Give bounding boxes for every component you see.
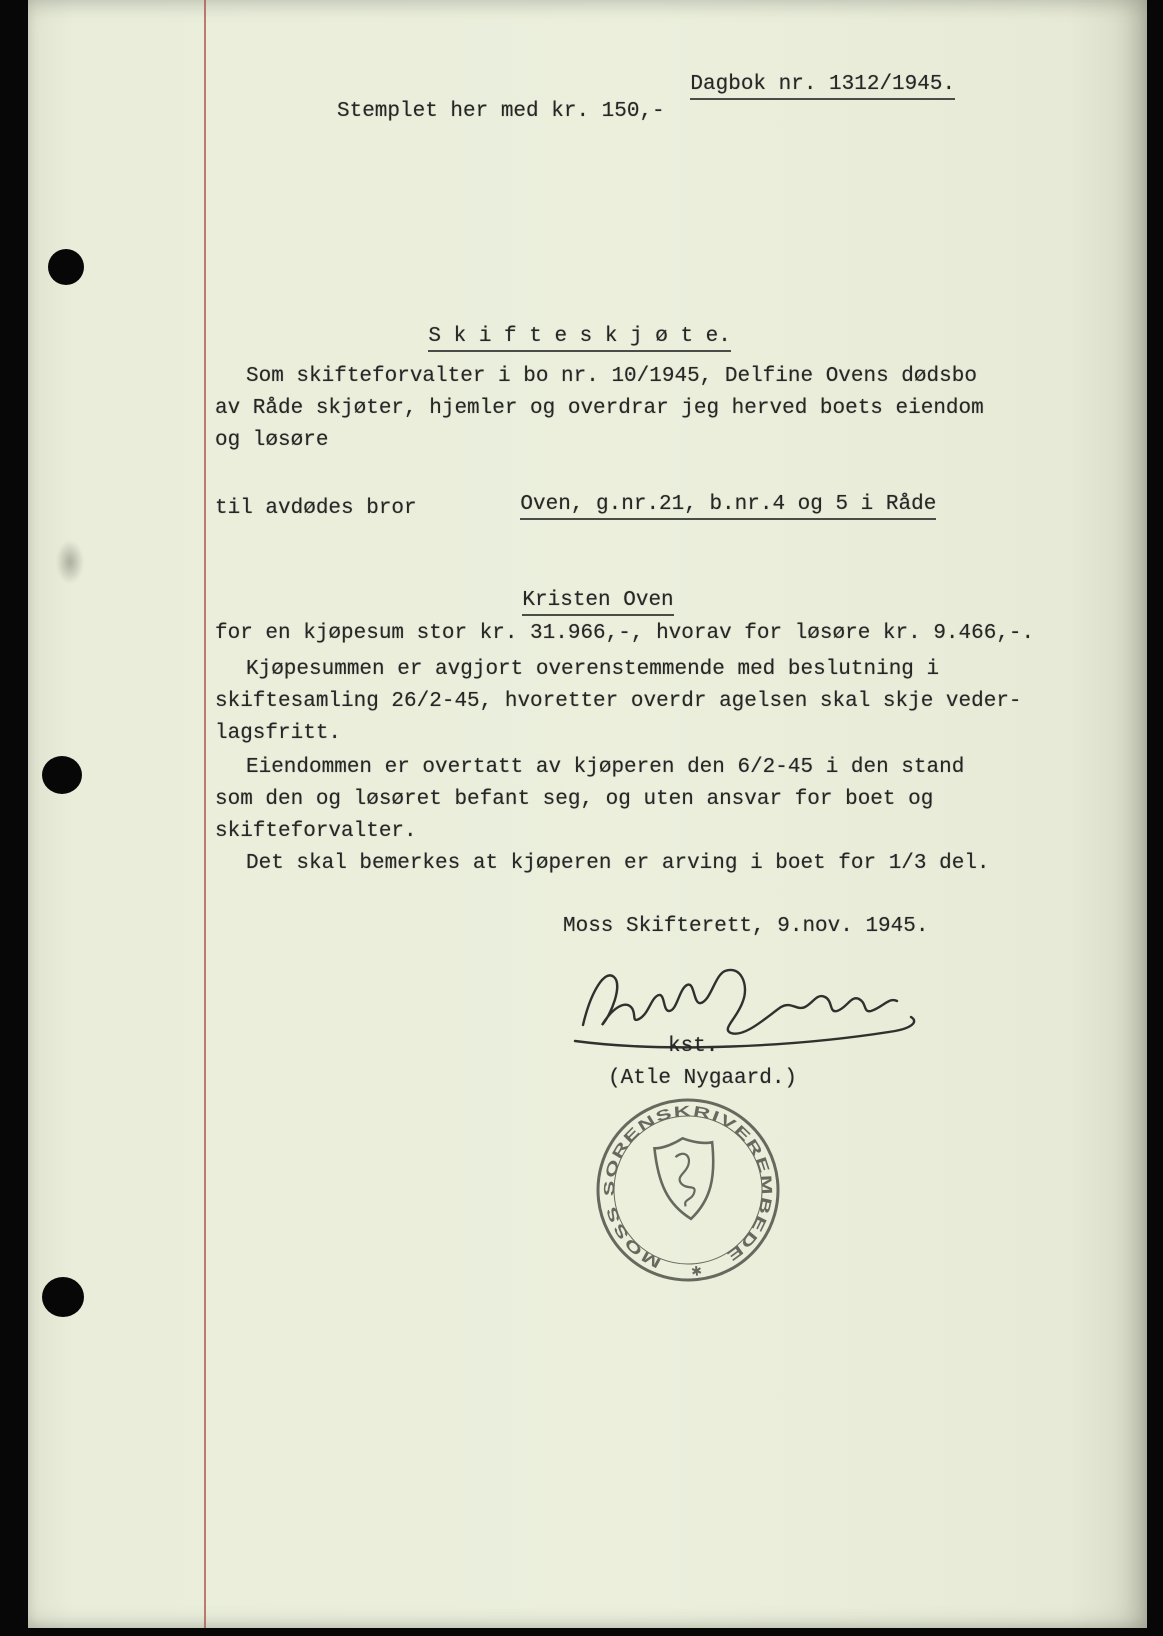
punch-hole	[48, 249, 84, 285]
intro-line: Som skifteforvalter i bo nr. 10/1945, Delfine Ovens dødsbo	[246, 365, 977, 388]
journal-number-text: Dagbok nr. 1312/1945.	[690, 73, 955, 100]
stamp-text: MOSS SORENSKRIVEREMBEDE	[601, 1103, 775, 1271]
punch-hole	[42, 1277, 84, 1317]
punch-hole	[42, 756, 82, 794]
journal-number	[640, 40, 955, 130]
stamp-star-icon: ✱	[690, 1263, 703, 1280]
intro-line: av Råde skjøter, hjemler og overdrar jeg herved boets eiendom	[215, 397, 984, 420]
intro-line: og løsøre	[215, 429, 329, 452]
stamp-lion-icon	[675, 1153, 696, 1207]
takeover-line: skifteforvalter.	[215, 820, 417, 843]
fee-note: Stemplet her med kr. 150,-	[337, 100, 665, 123]
signature-printed-name: (Atle Nygaard.)	[608, 1067, 798, 1090]
property-designation-text: Oven, g.nr.21, b.nr.4 og 5 i Råde	[520, 493, 936, 520]
official-stamp	[567, 1069, 809, 1311]
settlement-line: Kjøpesummen er avgjort overenstemmende med beslutning i	[246, 658, 940, 681]
smudge	[56, 540, 84, 584]
recipient-intro: til avdødes bror	[215, 497, 417, 520]
deed-title-text: S k i f t e s k j ø t e.	[428, 325, 730, 352]
remark-line: Det skal bemerkes at kjøperen er arving i boet for 1/3 del.	[246, 852, 990, 875]
signature	[545, 945, 945, 1060]
settlement-line: lagsfritt.	[215, 722, 342, 745]
dateline: Moss Skifterett, 9.nov. 1945.	[563, 915, 929, 938]
price-line: for en kjøpesum stor kr. 31.966,-, hvorav for løsøre kr. 9.466,-.	[215, 622, 1035, 645]
signature-title: kst.	[668, 1035, 719, 1058]
takeover-line: Eiendommen er overtatt av kjøperen den 6/2-45 i den stand	[246, 756, 965, 779]
recipient-name-text: Kristen Oven	[522, 589, 673, 616]
takeover-line: som den og løsøret befant seg, og uten ansvar for boet og	[215, 788, 934, 811]
settlement-line: skiftesamling 26/2-45, hvoretter overdr agelsen skal skje veder-	[215, 690, 1022, 713]
stamp-shield-icon	[654, 1135, 720, 1222]
margin-line	[204, 0, 206, 1628]
property-designation	[470, 460, 936, 550]
